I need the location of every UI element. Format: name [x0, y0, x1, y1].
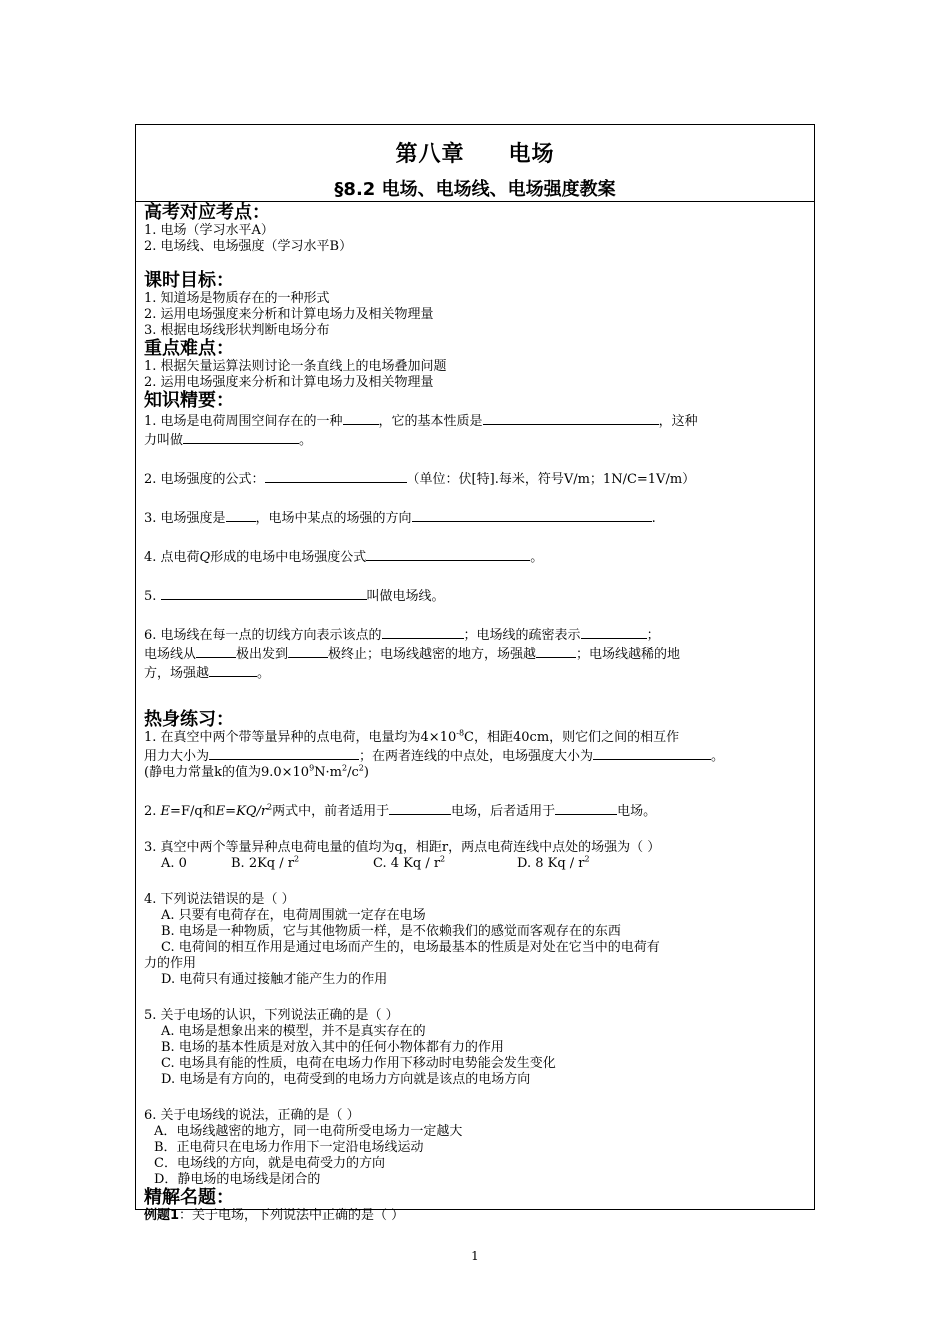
list-item: 1. 电场（学习水平A）: [144, 223, 274, 238]
option-b[interactable]: B. 电场是一种物质，它与其他物质一样，是不依赖我们的感觉而客观存在的东西: [161, 924, 621, 939]
list-item: 2. 运用电场强度来分析和计算电场力及相关物理量: [144, 375, 434, 390]
option-c[interactable]: C．电场线的方向，就是电荷受力的方向: [154, 1156, 385, 1171]
option-c[interactable]: C. 电荷间的相互作用是通过电场而产生的，电场最基本的性质是对处在它当中的电荷有: [161, 940, 660, 955]
answer-blank[interactable]: [183, 430, 299, 444]
option-a[interactable]: A. 只要有电荷存在，电荷周围就一定存在电场: [161, 908, 426, 923]
answer-blank[interactable]: [265, 469, 407, 483]
lesson-table: [135, 124, 815, 1223]
answer-blank[interactable]: [412, 508, 652, 522]
option-d[interactable]: D. 8 Kq / $r^2$: [517, 854, 590, 871]
list-item: 1. 根据矢量运算法则讨论一条直线上的电场叠加问题: [144, 359, 447, 374]
answer-blank[interactable]: [382, 625, 464, 639]
answer-blank[interactable]: [483, 411, 659, 425]
option-d[interactable]: D. 电场是有方向的，电荷受到的电场力方向就是该点的电场方向: [161, 1072, 531, 1087]
knowledge-q2: 2. 电场强度的公式： （单位：伏[特].每米，符号V/m；1N/C=1V/m）: [144, 469, 808, 488]
warmup-q1: 1. 在真空中两个带等量异种的点电荷，电量均为$4\times 10^{-8}C$，相距40cm，则它们之间的相互作: [144, 728, 680, 745]
title-cell: [136, 125, 814, 202]
examples-heading: 精解名题：: [144, 1187, 234, 1208]
warmup-q2: 2. E=F/q和$E=KQ/r^2$两式中，前者适用于 电场，后者适用于 电场。: [144, 802, 657, 819]
warmup-heading: 热身练习：: [144, 709, 234, 730]
warmup-q3-options: [144, 856, 808, 872]
content-cell: [144, 203, 808, 1224]
exam-points-heading: 高考对应考点：: [144, 202, 270, 223]
answer-blank[interactable]: [555, 801, 617, 815]
warmup-q1-cont: 用力大小为 ；在两者连线的中点处，电场强度大小为 。: [144, 746, 808, 765]
goals-heading: 课时目标：: [144, 270, 234, 291]
answer-blank[interactable]: [343, 411, 379, 425]
chapter-title: 第八章 电场: [395, 142, 555, 167]
answer-blank[interactable]: [581, 625, 647, 639]
option-b[interactable]: B．正电荷只在电场力作用下一定沿电场线运动: [154, 1140, 424, 1155]
page-number: 1: [471, 1249, 479, 1263]
answer-blank[interactable]: [161, 586, 367, 600]
knowledge-q1-cont: 力叫做 。: [144, 430, 808, 449]
knowledge-q4: 4. 点电荷Q形成的电场中电场强度公式 。: [144, 547, 808, 566]
answer-blank[interactable]: [226, 508, 256, 522]
answer-blank[interactable]: [288, 644, 328, 658]
option-c-cont: 力的作用: [144, 956, 197, 971]
option-b[interactable]: B. 电场的基本性质是对放入其中的任何小物体都有力的作用: [161, 1040, 504, 1055]
knowledge-q6-cont2: 方，场强越 。: [144, 663, 808, 682]
warmup-q3: 3. 真空中两个等量异种点电荷电量的值均为q，相距r，两点电荷连线中点处的场强为（ ）: [144, 840, 661, 855]
answer-blank[interactable]: [593, 746, 711, 760]
knowledge-heading: 知识精要：: [144, 390, 234, 411]
answer-blank[interactable]: [196, 644, 236, 658]
option-a[interactable]: A. 电场是想象出来的模型，并不是真实存在的: [161, 1024, 426, 1039]
example-1: 例题1：关于电场，下列说法中正确的是（ ）: [144, 1208, 405, 1223]
option-d[interactable]: D. 电荷只有通过接触才能产生力的作用: [161, 972, 388, 987]
lesson-subtitle: §8.2 电场、电场线、电场强度教案: [334, 179, 616, 200]
option-c[interactable]: C. 电场具有能的性质，电荷在电场力作用下移动时电势能会发生变化: [161, 1056, 556, 1071]
list-item: 3. 根据电场线形状判断电场分布: [144, 323, 330, 338]
option-b[interactable]: B. $2Kq / r^2$: [231, 854, 300, 871]
warmup-q1-const: (静电力常量k的值为$9.0\times 10^9N\cdot m^2/c^2$): [144, 763, 369, 780]
warmup-q6: 6. 关于电场线的说法，正确的是（ ）: [144, 1108, 360, 1123]
key-points-heading: 重点难点：: [144, 338, 234, 359]
list-item: 2. 运用电场强度来分析和计算电场力及相关物理量: [144, 307, 434, 322]
answer-blank[interactable]: [366, 547, 530, 561]
knowledge-q1: 1. 电场是电荷周围空间存在的一种 ，它的基本性质是 ，这种: [144, 411, 808, 430]
list-item: 2. 电场线、电场强度（学习水平B）: [144, 239, 353, 254]
answer-blank[interactable]: [389, 801, 451, 815]
answer-blank[interactable]: [209, 746, 359, 760]
option-d[interactable]: D．静电场的电场线是闭合的: [154, 1172, 321, 1187]
knowledge-q6: 6. 电场线在每一点的切线方向表示该点的 ；电场线的疏密表示 ；: [144, 625, 808, 644]
option-c[interactable]: C. 4 Kq / $r^2$: [373, 854, 446, 871]
knowledge-q5: 5. 叫做电场线。: [144, 586, 808, 605]
option-a[interactable]: A．电场线越密的地方，同一电荷所受电场力一定越大: [154, 1124, 463, 1139]
knowledge-q3: 3. 电场强度是 ，电场中某点的场强的方向 .: [144, 508, 808, 527]
warmup-q5: 5. 关于电场的认识，下列说法正确的是（ ）: [144, 1008, 399, 1023]
option-a[interactable]: A. 0: [161, 856, 187, 871]
knowledge-q6-cont: 电场线从 极出发到 极终止；电场线越密的地方，场强越 ；电场线越稀的地: [144, 644, 808, 663]
warmup-q4: 4. 下列说法错误的是（ ）: [144, 892, 295, 907]
answer-blank[interactable]: [209, 663, 257, 677]
list-item: 1. 知道场是物质存在的一种形式: [144, 291, 330, 306]
answer-blank[interactable]: [536, 644, 576, 658]
